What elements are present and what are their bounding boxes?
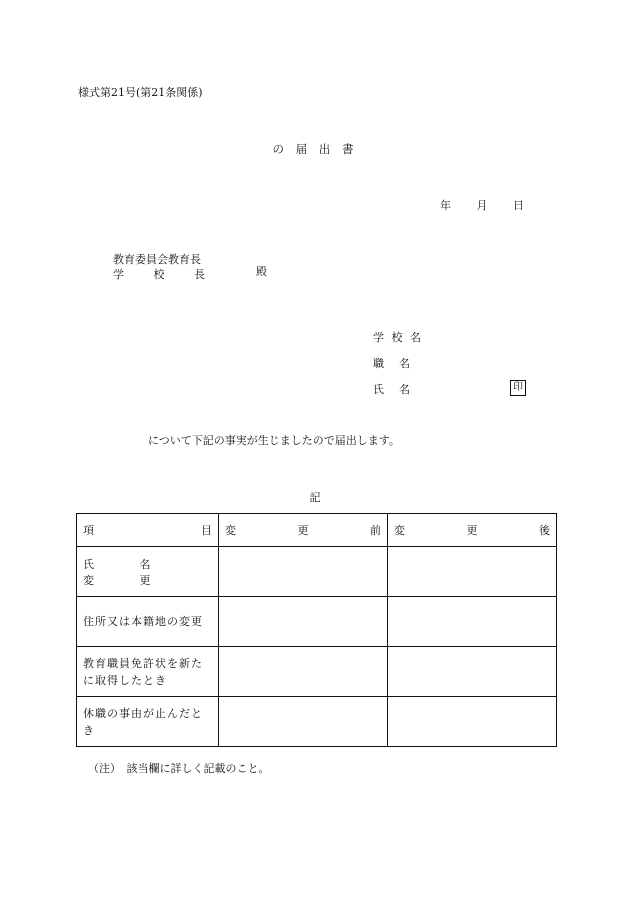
cell-after[interactable] xyxy=(388,597,557,647)
cell-after[interactable] xyxy=(388,547,557,597)
document-title: の 届 出 書 xyxy=(272,142,358,156)
form-number: 様式第21号(第21条関係) xyxy=(78,86,203,99)
cell-after[interactable] xyxy=(388,697,557,747)
position-label: 職 名 xyxy=(373,357,412,370)
honorific: 殿 xyxy=(256,265,267,278)
cell-before[interactable] xyxy=(219,547,388,597)
row-label-text: 氏 名 変 更 xyxy=(83,557,172,587)
header-before xyxy=(219,514,388,547)
row-label-address-change xyxy=(77,597,219,647)
table-row xyxy=(77,697,557,747)
addressee-line2-char: 長 xyxy=(194,268,205,281)
name-row xyxy=(373,376,523,402)
header-after-char: 後 xyxy=(539,524,550,537)
table-row xyxy=(77,547,557,597)
date-month-label: 月 xyxy=(476,199,488,212)
row-label-leave-ended xyxy=(77,697,219,747)
notice-text: について下記の事実が生じましたので届出します。 xyxy=(148,434,400,447)
date-day-label: 日 xyxy=(513,199,524,212)
header-item xyxy=(77,514,219,547)
header-after-char: 更 xyxy=(466,524,478,537)
name-label: 氏 名 xyxy=(373,383,412,396)
header-after-char: 変 xyxy=(394,524,405,537)
change-table xyxy=(76,513,557,747)
table-header-row xyxy=(77,514,557,547)
addressee-line2-char: 校 xyxy=(153,268,165,281)
applicant-block xyxy=(373,324,523,402)
header-item-char: 目 xyxy=(201,524,212,537)
header-before-char: 変 xyxy=(225,524,236,537)
cell-before[interactable] xyxy=(219,697,388,747)
addressee-line1: 教育委員会教育長 xyxy=(113,253,201,266)
header-before-char: 更 xyxy=(297,524,309,537)
cell-before[interactable] xyxy=(219,597,388,647)
row-label-text: 休職の事由が止んだとき xyxy=(83,706,203,737)
ki-heading: 記 xyxy=(309,491,321,504)
row-label-text: 教育職員免許状を新たに取得したとき xyxy=(83,656,203,687)
header-item-char: 項 xyxy=(83,524,94,537)
row-label-license xyxy=(77,647,219,697)
addressee-line2 xyxy=(113,267,205,282)
addressee-block xyxy=(113,252,205,282)
table-row xyxy=(77,597,557,647)
table-row xyxy=(77,647,557,697)
date-year-label: 年 xyxy=(440,199,451,212)
seal-stamp-icon: 印 xyxy=(510,380,526,396)
school-name-label: 学 校 名 xyxy=(373,331,423,344)
cell-before[interactable] xyxy=(219,647,388,697)
row-label-name-change xyxy=(77,547,219,597)
header-before-char: 前 xyxy=(370,524,381,537)
header-after xyxy=(388,514,557,547)
cell-after[interactable] xyxy=(388,647,557,697)
date-line xyxy=(440,197,524,213)
row-label-text: 住所又は本籍地の変更 xyxy=(83,615,203,628)
position-row xyxy=(373,350,419,376)
school-name-row xyxy=(373,324,423,350)
addressee-line2-char: 学 xyxy=(113,268,124,281)
footnote: （注） 該当欄に詳しく記載のこと。 xyxy=(88,762,270,775)
